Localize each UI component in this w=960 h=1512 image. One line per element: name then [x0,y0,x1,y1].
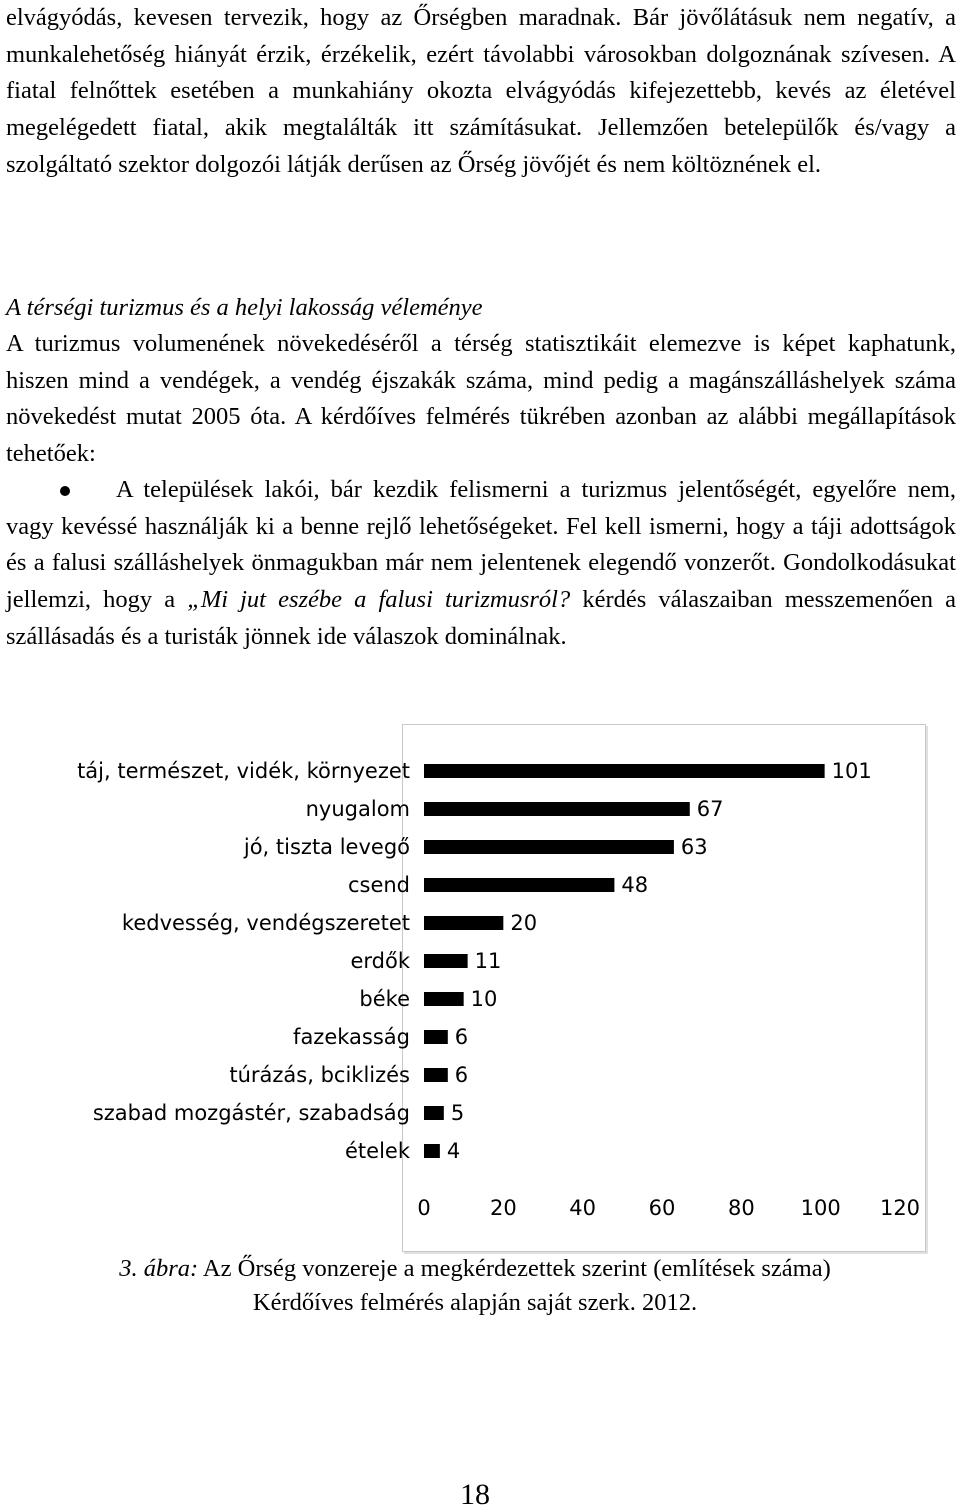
x-tick-label: 0 [417,1196,431,1220]
bullet-text-start: A települések lakói, bár kezdik felismerni a turizmus jelentőségét, egyelőre nem, vagy kevéssé használják ki a benne rejlő lehetőségeket. Fel kell ismerni, hogy a táji adottságok és a falusi szálláshelyek önmagukban már nem jelentenek elegendő vonzerőt. Gondolkodásukat jellemzi, hogy a [6,476,956,614]
chart-bar [424,764,825,778]
data-label: 67 [696,797,724,821]
chart-bar [424,1106,444,1120]
chart-bar [424,916,503,930]
category-label: jó, tiszta levegő [243,835,410,859]
bullet-icon [60,486,70,496]
chart-bar [424,1030,448,1044]
paragraph-2: A turizmus volumenének növekedéséről a térség statisztikáit elemezve is képet kaphatunk, hiszen mind a vendégek, a vendég éjszakák száma, mind pedig a magánszálláshelyek száma növekedést mutat 2005 óta. A kérdőíves felmérés tükrében azonban az alábbi megállapítások tehetőek: [6,330,956,468]
bullet-list-item [6,472,956,656]
x-tick-label: 40 [569,1196,597,1220]
category-label: béke [359,987,410,1011]
category-label: csend [347,873,410,897]
category-label: nyugalom [305,797,410,821]
category-label: kedvesség, vendégszeretet [121,911,410,935]
category-label: erdők [350,949,410,973]
chart-bar [424,840,674,854]
category-label: táj, természet, vidék, környezet [77,759,410,783]
bar-chart [77,725,925,1251]
bullet-paragraph [6,472,956,656]
x-tick-label: 60 [648,1196,676,1220]
x-tick-label: 20 [489,1196,517,1220]
data-label: 10 [470,987,498,1011]
category-label: túrázás, bciklizés [229,1063,410,1087]
paragraph-1: elvágyódás, kevesen tervezik, hogy az Őrségben maradnak. Bár jövőlátásuk nem negatív, a munkalehetőség hiányát érzik, érzékelik, ezért távolabbi városokban dolgoznának szívesen. A fiatal felnőttek esetében a munkahiány okozta elvágyódás kifejezettebb, kevés az életével megelégedett fiatal, akik megtalálták itt számításukat. Jellemzően betelepülők és/vagy a szolgáltató szektor dolgozói látják derűsen az Őrség jövőjét és nem költöznének el. [6,4,956,178]
figure-caption [0,1252,950,1320]
chart-bar [424,802,690,816]
figure-label: 3. ábra: [119,1255,199,1282]
category-label: fazekasság [293,1025,410,1049]
x-tick-label: 120 [879,1196,921,1220]
chart-bar [424,992,464,1006]
figure-title: Az Őrség vonzereje a megkérdezettek szerint (említések száma) [198,1255,831,1282]
page-number: 18 [460,1478,490,1511]
data-label: 63 [680,835,708,859]
data-label: 6 [454,1063,469,1087]
category-label: szabad mozgástér, szabadság [92,1101,410,1125]
chart-frame [77,724,926,1252]
data-label: 4 [446,1139,461,1163]
data-label: 48 [621,873,649,897]
chart-bar [424,878,614,892]
section-title: A térségi turizmus és a helyi lakosság véleménye [6,294,483,321]
data-label: 11 [474,949,502,973]
data-label: 101 [831,759,872,783]
bullet-text-end: kérdés válaszaiban messzemenően a szállásadás és a turisták jönnek ide válaszok dominálnak. [6,586,956,650]
figure-source: Kérdőíves felmérés alapján saját szerk. 2012. [252,1289,698,1316]
data-label: 5 [450,1101,465,1125]
x-tick-label: 80 [727,1196,755,1220]
chart-bar [424,1068,448,1082]
chart-bar [424,1144,440,1158]
category-label: ételek [345,1139,410,1163]
bullet-question: „Mi jut eszébe a falusi turizmusról? [187,586,571,614]
data-label: 6 [454,1025,469,1049]
data-label: 20 [510,911,538,935]
chart-bar [424,954,468,968]
x-tick-label: 100 [800,1196,841,1220]
